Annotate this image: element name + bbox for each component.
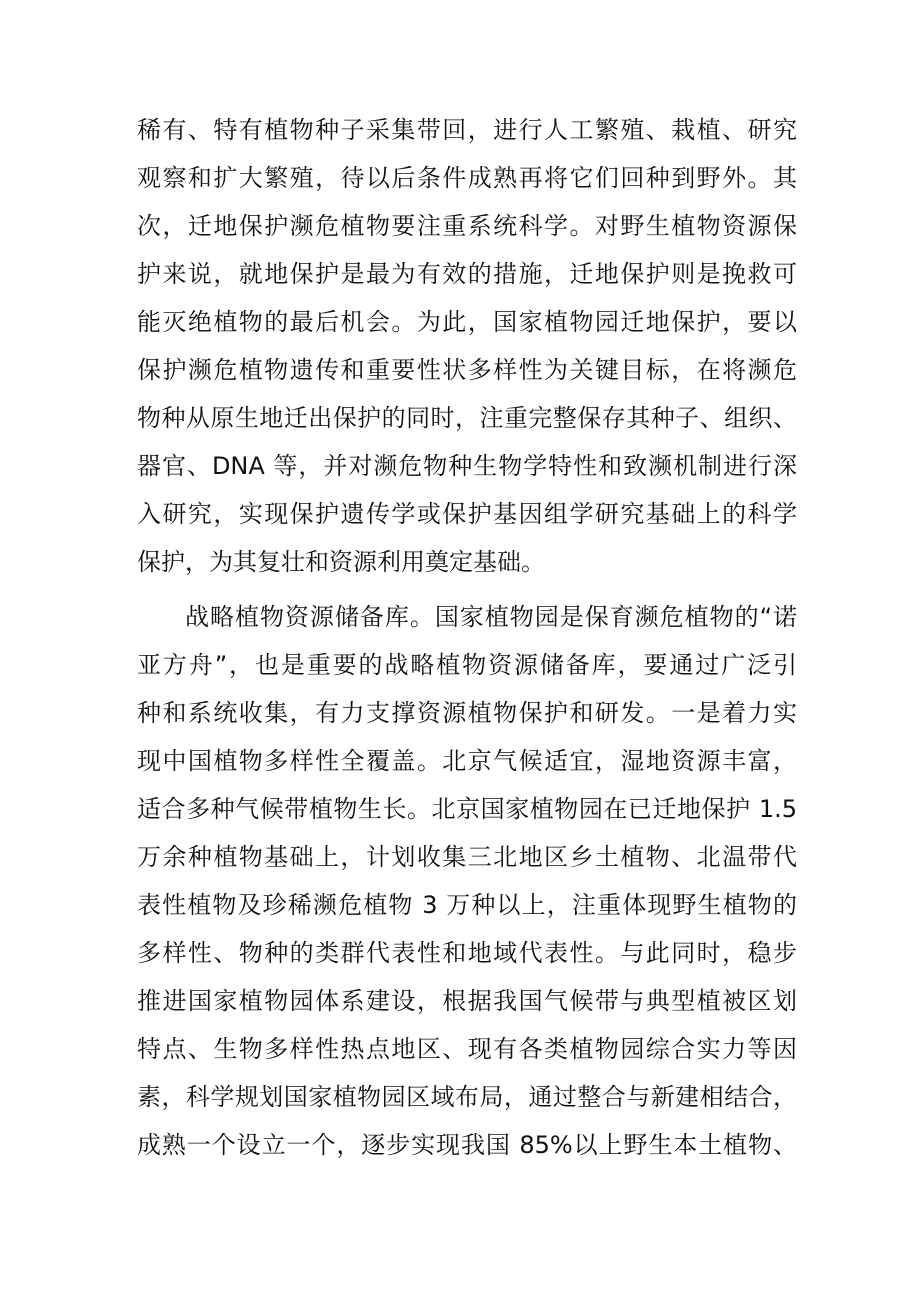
text-line-14: 现中国植物多样性全覆盖。北京气候适宜，湿地资源丰富， [137, 747, 797, 775]
text-line-17: 表性植物及珍稀濒危植物 3 万种以上，注重体现野生植物的 [137, 891, 797, 919]
text-line-10: 保护，为其复壮和资源利用奠定基础。 [137, 548, 545, 576]
text-line-1: 稀有、特有植物种子采集带回，进行人工繁殖、栽植、研究 [137, 116, 797, 144]
text-line-8: 器官、DNA 等，并对濒危物种生物学特性和致濒机制进行深 [137, 452, 797, 480]
text-line-15: 适合多种气候带植物生长。北京国家植物园在已迁地保护 1.5 [137, 795, 797, 823]
text-line-21: 素，科学规划国家植物园区域布局，通过整合与新建相结合， [137, 1083, 797, 1111]
text-line-9: 入研究，实现保护遗传学或保护基因组学研究基础上的科学 [137, 500, 797, 528]
text-line-3: 次，迁地保护濒危植物要注重系统科学。对野生植物资源保 [137, 212, 797, 240]
text-line-16: 万余种植物基础上，计划收集三北地区乡土植物、北温带代 [137, 843, 797, 871]
text-line-19: 推进国家植物园体系建设，根据我国气候带与典型植被区划 [137, 987, 797, 1015]
text-line-18: 多样性、物种的类群代表性和地域代表性。与此同时，稳步 [137, 939, 797, 967]
text-line-7: 物种从原生地迁出保护的同时，注重完整保存其种子、组织、 [137, 404, 797, 432]
text-line-6: 保护濒危植物遗传和重要性状多样性为关键目标，在将濒危 [137, 356, 797, 384]
text-line-2: 观察和扩大繁殖，待以后条件成熟再将它们回种到野外。其 [137, 164, 797, 192]
text-line-13: 种和系统收集，有力支撑资源植物保护和研发。一是着力实 [137, 699, 797, 727]
text-line-20: 特点、生物多样性热点地区、现有各类植物园综合实力等因 [137, 1035, 797, 1063]
text-line-12: 亚方舟”，也是重要的战略植物资源储备库，要通过广泛引 [137, 651, 797, 679]
text-line-11: 战略植物资源储备库。国家植物园是保育濒危植物的“诺 [185, 603, 797, 631]
text-line-22: 成熟一个设立一个，逐步实现我国 85%以上野生本土植物、 [137, 1131, 797, 1159]
text-line-5: 能灭绝植物的最后机会。为此，国家植物园迁地保护，要以 [137, 308, 797, 336]
text-line-4: 护来说，就地保护是最为有效的措施，迁地保护则是挽救可 [137, 260, 797, 288]
